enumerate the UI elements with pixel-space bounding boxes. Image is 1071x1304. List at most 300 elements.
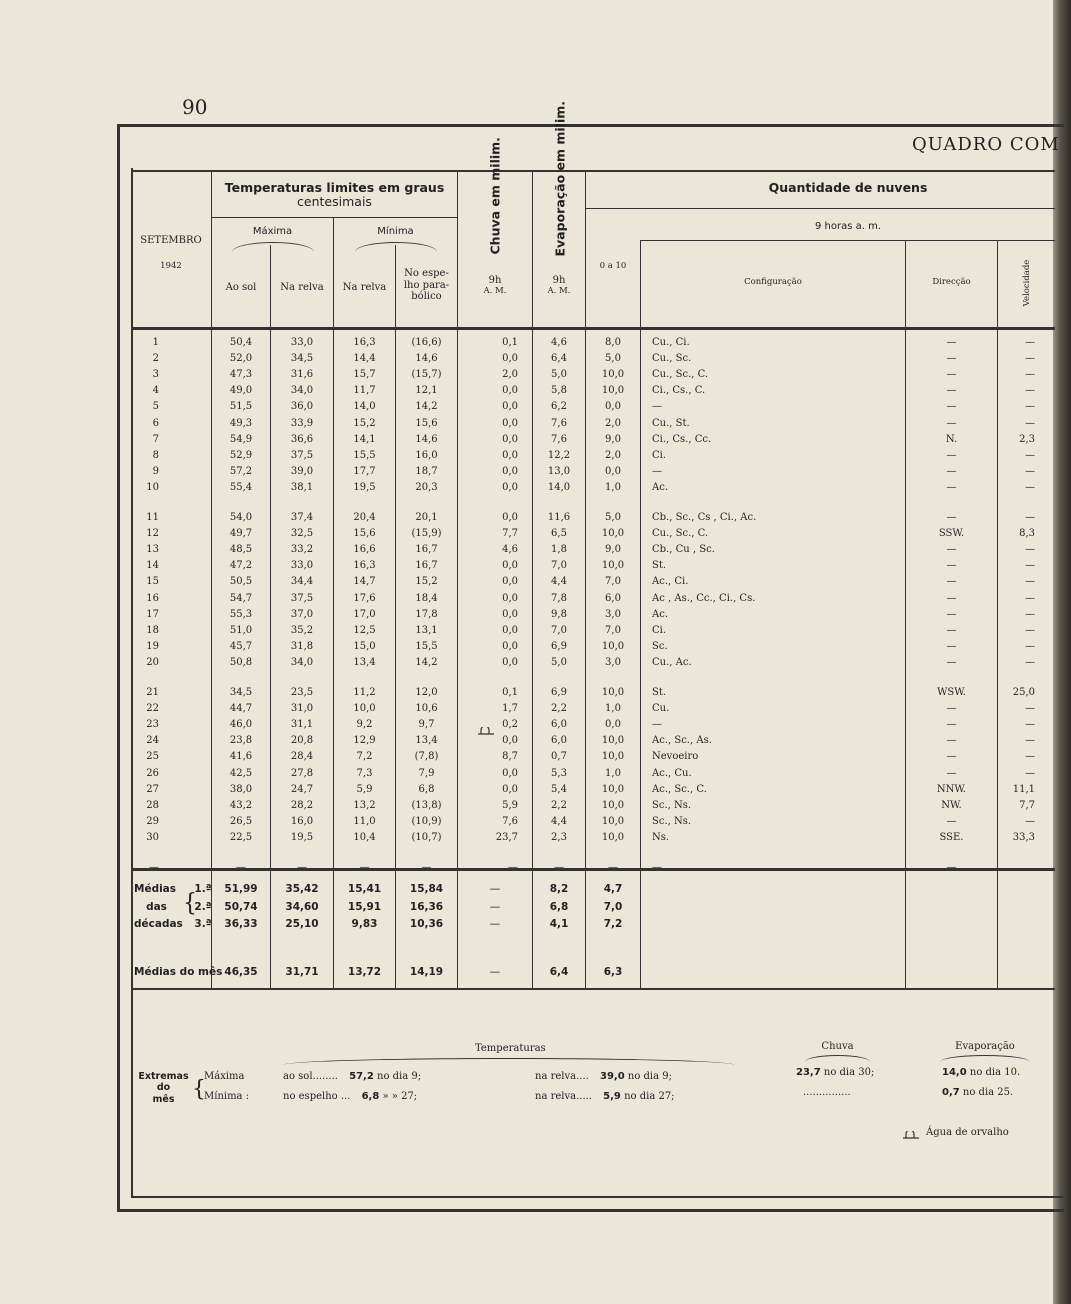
row-chuva-cell: —	[508, 862, 518, 873]
row-nuv-cell: 1,0	[605, 703, 621, 715]
row-nuv-cell: 10,0	[601, 799, 625, 811]
row-chuva-cell: 0,0	[502, 401, 518, 413]
row-day-cell: 4	[152, 385, 159, 397]
row-evap-cell: 2,3	[551, 831, 567, 843]
decade-average-espelho: 10,36	[409, 918, 444, 930]
row-dir-cell: —	[946, 544, 957, 556]
row-relva-max-cell: 33,2	[290, 544, 314, 556]
nuvens-header: Quantidade de nuvens	[768, 180, 928, 195]
row-chuva-cell: 0,0	[502, 576, 518, 588]
extremes-chuva-max-value: 23,7	[796, 1067, 821, 1078]
row-chuva-cell: 7,7	[502, 528, 518, 540]
row-day-cell: 29	[146, 815, 159, 827]
row-dir-cell: NNW.	[936, 783, 967, 795]
row-dir-cell: —	[946, 337, 957, 348]
row-day-cell: 27	[146, 783, 159, 795]
row-sol-cell: 47,3	[229, 369, 253, 381]
row-evap-cell: 2,2	[551, 799, 567, 811]
row-nuv-cell: 0,0	[605, 401, 621, 413]
decade-average-relva-max: 25,10	[285, 918, 319, 930]
row-relva-max-cell: 19,5	[290, 831, 314, 843]
row-dir-cell: —	[946, 560, 957, 572]
chuva-hour-am: A. M.	[483, 285, 507, 296]
row-dir-cell: NW.	[941, 799, 962, 811]
row-relva-min-cell: 15,7	[353, 369, 376, 381]
row-day-cell: 26	[146, 767, 159, 779]
row-config-cell: Sc.	[652, 640, 668, 652]
row-dir-cell: —	[946, 592, 957, 604]
extremes-chuva-header: Chuva	[821, 1041, 854, 1052]
month-average-label: Médias do mês	[134, 966, 223, 978]
temperatures-header-2: centesimais	[297, 194, 372, 209]
row-espelho-cell: 20,3	[415, 481, 438, 493]
row-evap-cell: 7,8	[551, 592, 567, 604]
row-config-cell: Ci.	[652, 449, 667, 461]
row-nuv-cell: 5,0	[605, 512, 621, 523]
row-day-cell: 24	[146, 735, 159, 747]
row-evap-cell: 7,6	[551, 433, 567, 445]
extremes-evap-min	[942, 1087, 1013, 1098]
row-dir-cell: —	[946, 481, 957, 493]
row-espelho-cell: 14,2	[415, 401, 438, 413]
row-chuva-cell: 0,0	[502, 353, 518, 365]
row-dir-cell: —	[946, 703, 957, 715]
extremes-label-3: mês	[152, 1093, 175, 1105]
decade-average-evap: 4,1	[549, 918, 569, 930]
header-rule	[641, 240, 1055, 241]
row-nuv-cell: 1,0	[605, 767, 621, 779]
chuva-hour	[458, 275, 532, 296]
row-vel-cell: —	[1025, 337, 1035, 348]
row-relva-max-cell: —	[297, 862, 307, 873]
row-day-cell: 30	[146, 831, 159, 843]
row-espelho-cell: 18,7	[415, 465, 438, 477]
row-dir-cell: SSE.	[939, 831, 964, 843]
row-chuva-cell: 0,2	[502, 719, 518, 731]
row-sol-cell: 46,0	[229, 719, 253, 731]
row-vel-cell: —	[1025, 512, 1035, 523]
row-relva-min-cell: 17,7	[353, 465, 376, 477]
row-vel-cell: 11,1	[1012, 783, 1035, 795]
row-config-cell: Ac.	[652, 608, 669, 620]
row-config-cell: Cb., Sc., Cs , Ci., Ac.	[652, 512, 757, 523]
decade-average-nuv: 7,0	[603, 900, 623, 913]
extremes-max-relva-suffix: no dia 9;	[627, 1071, 672, 1082]
row-vel-cell: —	[1025, 719, 1035, 731]
row-evap-cell: 5,0	[551, 656, 567, 668]
row-nuv-cell: 3,0	[605, 656, 621, 668]
row-relva-min-cell: 15,0	[353, 640, 376, 652]
no-espelho-header	[396, 268, 457, 303]
decade-average-sol: 36,33	[224, 918, 258, 930]
row-espelho-cell: 15,5	[415, 640, 438, 652]
evaporacao-header: Evaporação em milim.	[552, 100, 568, 257]
row-sol-cell: 51,5	[229, 401, 253, 413]
row-day-cell: 25	[146, 751, 159, 763]
extremes-evap-brace	[940, 1055, 1030, 1062]
row-espelho-cell: (10,7)	[411, 831, 442, 843]
row-day-cell: 12	[146, 528, 159, 540]
extremes-min-espelho-prefix: no espelho ...	[283, 1091, 351, 1102]
month-average-relva-min: 13,72	[347, 966, 382, 978]
row-day-cell: 7	[152, 433, 159, 445]
zero-a-dez-header: 0 a 10	[599, 261, 627, 271]
row-evap-cell: 7,6	[551, 417, 567, 429]
row-sol-cell: 51,0	[229, 624, 253, 636]
row-relva-min-cell: 7,3	[356, 767, 373, 779]
averages-label-3: décadas	[134, 918, 183, 930]
row-day-cell: 5	[152, 401, 159, 413]
na-relva-max-header: Na relva	[280, 282, 324, 293]
table-title: QUADRO COM	[912, 134, 1060, 155]
row-vel-cell: —	[1025, 735, 1035, 747]
row-evap-cell: 5,0	[551, 369, 567, 381]
nove-horas-header: 9 horas a. m.	[814, 221, 882, 232]
row-relva-max-cell: 28,4	[290, 751, 314, 763]
decade-average-label: 2.ª	[194, 900, 212, 913]
row-sol-cell: 23,8	[229, 735, 253, 747]
row-config-cell: Sc., Ns.	[652, 799, 692, 811]
extremes-minima-label: Mínima :	[204, 1091, 250, 1102]
row-relva-min-cell: 14,7	[353, 576, 376, 588]
row-nuv-cell: 2,0	[605, 449, 621, 461]
row-config-cell: Ac., Sc., C.	[652, 783, 707, 795]
row-chuva-cell: 0,0	[502, 783, 518, 795]
row-evap-cell: 6,2	[551, 401, 567, 413]
row-dir-cell: —	[946, 417, 957, 429]
row-espelho-cell: (7,8)	[414, 751, 439, 763]
no-espelho-line1: No espe-	[404, 268, 449, 279]
row-dir-cell: —	[946, 656, 957, 668]
row-dir-cell: —	[946, 751, 957, 763]
row-relva-max-cell: 39,0	[290, 465, 314, 477]
no-espelho-line3: bólico	[411, 291, 442, 302]
row-nuv-cell: 10,0	[601, 640, 625, 652]
row-relva-max-cell: 34,0	[290, 656, 314, 668]
row-nuv-cell: 0,0	[605, 719, 621, 731]
row-evap-cell: 7,0	[551, 560, 567, 572]
row-relva-max-cell: 33,0	[290, 560, 314, 572]
row-dir-cell: —	[946, 862, 957, 873]
row-espelho-cell: 14,6	[415, 353, 438, 365]
row-evap-cell: 6,9	[551, 687, 567, 698]
row-vel-cell: —	[1025, 449, 1035, 461]
row-chuva-cell: 0,0	[502, 608, 518, 620]
row-evap-cell: 5,4	[551, 783, 567, 795]
row-day-cell: 15	[146, 576, 159, 588]
month-average-evap: 6,4	[549, 966, 569, 978]
row-evap-cell: 6,5	[551, 528, 567, 540]
evap-hour-am: A. M.	[547, 285, 571, 296]
row-config-cell: Cu., Ac.	[652, 656, 692, 668]
row-evap-cell: 5,3	[551, 767, 567, 779]
row-dir-cell: —	[946, 576, 957, 588]
row-relva-max-cell: 35,2	[290, 624, 314, 636]
row-nuv-cell: 10,0	[601, 735, 625, 747]
row-sol-cell: 49,0	[229, 385, 253, 397]
row-vel-cell: —	[1025, 703, 1035, 715]
row-nuv-cell: 10,0	[601, 385, 625, 397]
row-relva-min-cell: 17,6	[353, 592, 376, 604]
row-relva-max-cell: 33,0	[290, 337, 314, 348]
row-sol-cell: 43,2	[229, 799, 253, 811]
extremes-min-espelho-suffix: » » 27;	[382, 1091, 418, 1102]
row-chuva-cell: 0,0	[502, 433, 518, 445]
row-relva-min-cell: 14,4	[353, 353, 376, 365]
row-dir-cell: —	[946, 449, 957, 461]
row-nuv-cell: 0,0	[605, 465, 621, 477]
row-relva-max-cell: 24,7	[290, 783, 314, 795]
row-relva-max-cell: 16,0	[290, 815, 314, 827]
row-espelho-cell: —	[421, 862, 432, 873]
extremes-max-sol-value: 57,2	[349, 1071, 374, 1082]
row-relva-min-cell: 15,5	[353, 449, 376, 461]
temperatures-header: Temperaturas limites em graus	[224, 180, 445, 195]
row-vel-cell: —	[1025, 656, 1035, 668]
row-vel-cell: —	[1025, 353, 1035, 365]
row-relva-max-cell: 23,5	[290, 687, 314, 698]
row-espelho-cell: 17,8	[415, 608, 438, 620]
month-average-chuva: —	[489, 966, 501, 978]
row-chuva-cell: 0,1	[502, 337, 518, 348]
row-evap-cell: 9,8	[551, 608, 567, 620]
row-chuva-cell: 0,0	[502, 624, 518, 636]
row-sol-cell: 50,4	[229, 337, 253, 348]
row-relva-min-cell: 14,1	[353, 433, 376, 445]
row-day-cell: 22	[146, 703, 159, 715]
extremes-min-espelho-value: 6,8	[361, 1091, 380, 1102]
row-nuv-cell: 10,0	[601, 783, 625, 795]
month-average-nuvens: 6,3	[603, 966, 623, 978]
configuracao-header: Configuração	[744, 277, 802, 287]
row-nuv-cell: 1,0	[605, 481, 621, 493]
row-relva-min-cell: —	[359, 862, 370, 873]
decade-average-chuva: —	[489, 883, 501, 895]
row-vel-cell: —	[1025, 815, 1035, 827]
row-relva-min-cell: 17,0	[353, 608, 376, 620]
row-espelho-cell: 7,9	[418, 767, 435, 779]
row-espelho-cell: 15,2	[415, 576, 438, 588]
row-chuva-cell: 1,7	[502, 703, 518, 715]
extremes-min-relva-value: 5,9	[603, 1091, 621, 1102]
row-chuva-cell: 0,0	[502, 767, 518, 779]
row-espelho-cell: 16,0	[415, 449, 438, 461]
row-vel-cell: —	[1025, 576, 1035, 588]
row-day-cell: 18	[146, 624, 159, 636]
row-espelho-cell: (13,8)	[411, 799, 442, 811]
extremes-temperaturas-header: Temperaturas	[475, 1043, 546, 1054]
header-rule	[586, 208, 1055, 209]
row-nuv-cell: 8,0	[605, 337, 621, 348]
row-config-cell: Ci.	[652, 624, 667, 636]
row-relva-min-cell: 16,6	[353, 544, 376, 556]
row-relva-max-cell: 34,0	[290, 385, 314, 397]
year-label: 1942	[160, 261, 182, 271]
row-sol-cell: 41,6	[229, 751, 253, 763]
row-evap-cell: 1,8	[551, 544, 567, 556]
extremes-temperaturas-brace	[283, 1058, 735, 1065]
extremes-evap-min-value: 0,7	[942, 1087, 960, 1098]
decade-average-sol: 51,99	[224, 883, 258, 895]
extremes-evap-max-value: 14,0	[942, 1067, 967, 1078]
row-relva-min-cell: 13,2	[353, 799, 376, 811]
velocidade-header: Velocidade	[1022, 259, 1032, 307]
row-day-cell: 2	[152, 353, 159, 365]
decade-average-label: 3.ª	[194, 918, 212, 930]
row-nuv-cell: 7,0	[605, 576, 621, 588]
row-chuva-cell: 0,0	[502, 417, 518, 429]
row-chuva-cell: 7,6	[502, 815, 518, 827]
row-config-cell: St.	[652, 687, 667, 698]
decade-average-relva-max: 35,42	[285, 883, 319, 895]
row-chuva-cell: 0,0	[502, 465, 518, 477]
row-day-cell: —	[149, 862, 159, 873]
row-evap-cell: 5,8	[551, 385, 567, 397]
row-config-cell: Ac.	[652, 481, 669, 493]
row-nuv-cell: 10,0	[601, 369, 625, 381]
row-relva-min-cell: 20,4	[353, 512, 376, 523]
row-espelho-cell: (16,6)	[411, 337, 442, 348]
row-config-cell: Ac., Cu.	[652, 767, 692, 779]
decade-average-nuv: 4,7	[603, 883, 623, 895]
row-sol-cell: 55,3	[229, 608, 253, 620]
row-evap-cell: 13,0	[547, 465, 571, 477]
decade-average-espelho: 16,36	[409, 900, 444, 913]
row-sol-cell: 45,7	[229, 640, 253, 652]
row-espelho-cell: 16,7	[415, 560, 438, 572]
row-relva-max-cell: 20,8	[290, 735, 314, 747]
row-dir-cell: SSW.	[938, 528, 965, 540]
row-espelho-cell: 14,2	[415, 656, 438, 668]
row-espelho-cell: 18,4	[415, 592, 438, 604]
row-evap-cell: 0,7	[551, 751, 567, 763]
row-relva-max-cell: 31,1	[290, 719, 314, 731]
row-sol-cell: 52,9	[229, 449, 253, 461]
extremes-evap-header: Evaporação	[955, 1041, 1015, 1052]
row-config-cell: Ac., Ci.	[652, 576, 689, 588]
minima-header: Mínima	[377, 226, 414, 237]
row-day-cell: 23	[146, 719, 159, 731]
row-day-cell: 19	[146, 640, 159, 652]
row-relva-min-cell: 7,2	[356, 751, 373, 763]
extremes-evap-min-suffix: no dia 25.	[962, 1087, 1014, 1098]
row-config-cell: —	[652, 719, 662, 731]
extremes-brace: {	[192, 1077, 206, 1102]
row-sol-cell: 49,3	[229, 417, 253, 429]
row-config-cell: —	[652, 401, 662, 413]
row-nuv-cell: 6,0	[605, 592, 621, 604]
row-sol-cell: 44,7	[229, 703, 253, 715]
row-day-cell: 20	[146, 656, 159, 668]
row-vel-cell: —	[1025, 465, 1035, 477]
row-chuva-cell: 0,0	[502, 592, 518, 604]
decade-average-sol: 50,74	[224, 900, 258, 913]
row-relva-min-cell: 13,4	[353, 656, 376, 668]
row-config-cell: Cu., Ci.	[652, 337, 690, 348]
row-day-cell: 10	[146, 481, 159, 493]
row-sol-cell: 55,4	[229, 481, 253, 493]
month-average-espelho: 14,19	[409, 966, 444, 978]
row-evap-cell: 14,0	[547, 481, 571, 493]
row-nuv-cell: 10,0	[601, 528, 625, 540]
row-config-cell: Cb., Cu , Sc.	[652, 544, 715, 556]
month-average-relva-max: 31,71	[285, 966, 319, 978]
row-vel-cell: —	[1025, 767, 1035, 779]
row-config-cell: Cu., Sc.	[652, 353, 692, 365]
decade-average-nuv: 7,2	[603, 918, 623, 930]
row-sol-cell: 54,7	[229, 592, 253, 604]
row-day-cell: 28	[146, 799, 159, 811]
row-relva-min-cell: 11,0	[353, 815, 376, 827]
row-sol-cell: 54,0	[229, 512, 253, 523]
row-espelho-cell: (15,7)	[411, 369, 442, 381]
row-relva-max-cell: 37,5	[290, 592, 314, 604]
row-evap-cell: 6,0	[551, 719, 567, 731]
decade-average-relva-min: 9,83	[351, 918, 378, 930]
row-vel-cell: —	[1025, 385, 1035, 397]
row-day-cell: 16	[146, 592, 159, 604]
row-evap-cell: 6,9	[551, 640, 567, 652]
extremes-label-2: do	[156, 1082, 171, 1094]
row-day-cell: 1	[152, 337, 159, 348]
row-espelho-cell: 12,1	[415, 385, 438, 397]
row-day-cell: 6	[152, 417, 159, 429]
row-vel-cell: 8,3	[1019, 528, 1035, 540]
row-chuva-cell: 0,0	[502, 512, 518, 523]
row-day-cell: 21	[146, 687, 159, 698]
row-sol-cell: 34,5	[229, 687, 253, 698]
row-espelho-cell: 20,1	[415, 512, 438, 523]
row-dir-cell: —	[946, 608, 957, 620]
row-relva-min-cell: 14,0	[353, 401, 376, 413]
row-evap-cell: 11,6	[547, 512, 571, 523]
row-sol-cell: 22,5	[229, 831, 253, 843]
extremes-min-relva-suffix: no dia 27;	[624, 1091, 675, 1102]
row-espelho-cell: (15,9)	[411, 528, 442, 540]
na-relva-min-header: Na relva	[342, 282, 387, 293]
row-sol-cell: 48,5	[229, 544, 253, 556]
row-nuv-cell: 10,0	[601, 831, 625, 843]
decade-average-evap: 6,8	[549, 900, 569, 913]
row-relva-min-cell: 16,3	[353, 560, 376, 572]
decade-average-label: 1.ª	[194, 883, 212, 895]
row-espelho-cell: 12,0	[415, 687, 438, 698]
averages-brace: {	[183, 889, 197, 918]
row-relva-min-cell: 11,2	[353, 687, 376, 698]
row-nuv-cell: 9,0	[605, 433, 621, 445]
row-vel-cell: 33,3	[1012, 831, 1035, 843]
row-evap-cell: 6,0	[551, 735, 567, 747]
row-vel-cell: —	[1025, 481, 1035, 493]
row-relva-max-cell: 31,0	[290, 703, 314, 715]
row-sol-cell: 42,5	[229, 767, 253, 779]
dew-legend-label: Água de orvalho	[926, 1127, 1009, 1138]
row-dir-cell: —	[946, 465, 957, 477]
decade-average-chuva: —	[489, 918, 501, 930]
row-vel-cell: —	[1025, 401, 1035, 413]
extremes-max-sol	[283, 1071, 421, 1082]
row-dir-cell: —	[946, 624, 957, 636]
row-espelho-cell: 6,8	[418, 783, 435, 795]
row-relva-max-cell: 28,2	[290, 799, 314, 811]
row-dir-cell: —	[946, 767, 957, 779]
dew-icon	[478, 727, 494, 735]
extremes-label	[136, 1071, 191, 1105]
extremes-evap-max	[942, 1067, 1020, 1078]
row-dir-cell: —	[946, 719, 957, 731]
row-config-cell: Cu., Sc., C.	[652, 369, 709, 381]
row-config-cell: Ac , As., Cc., Ci., Cs.	[652, 592, 756, 604]
